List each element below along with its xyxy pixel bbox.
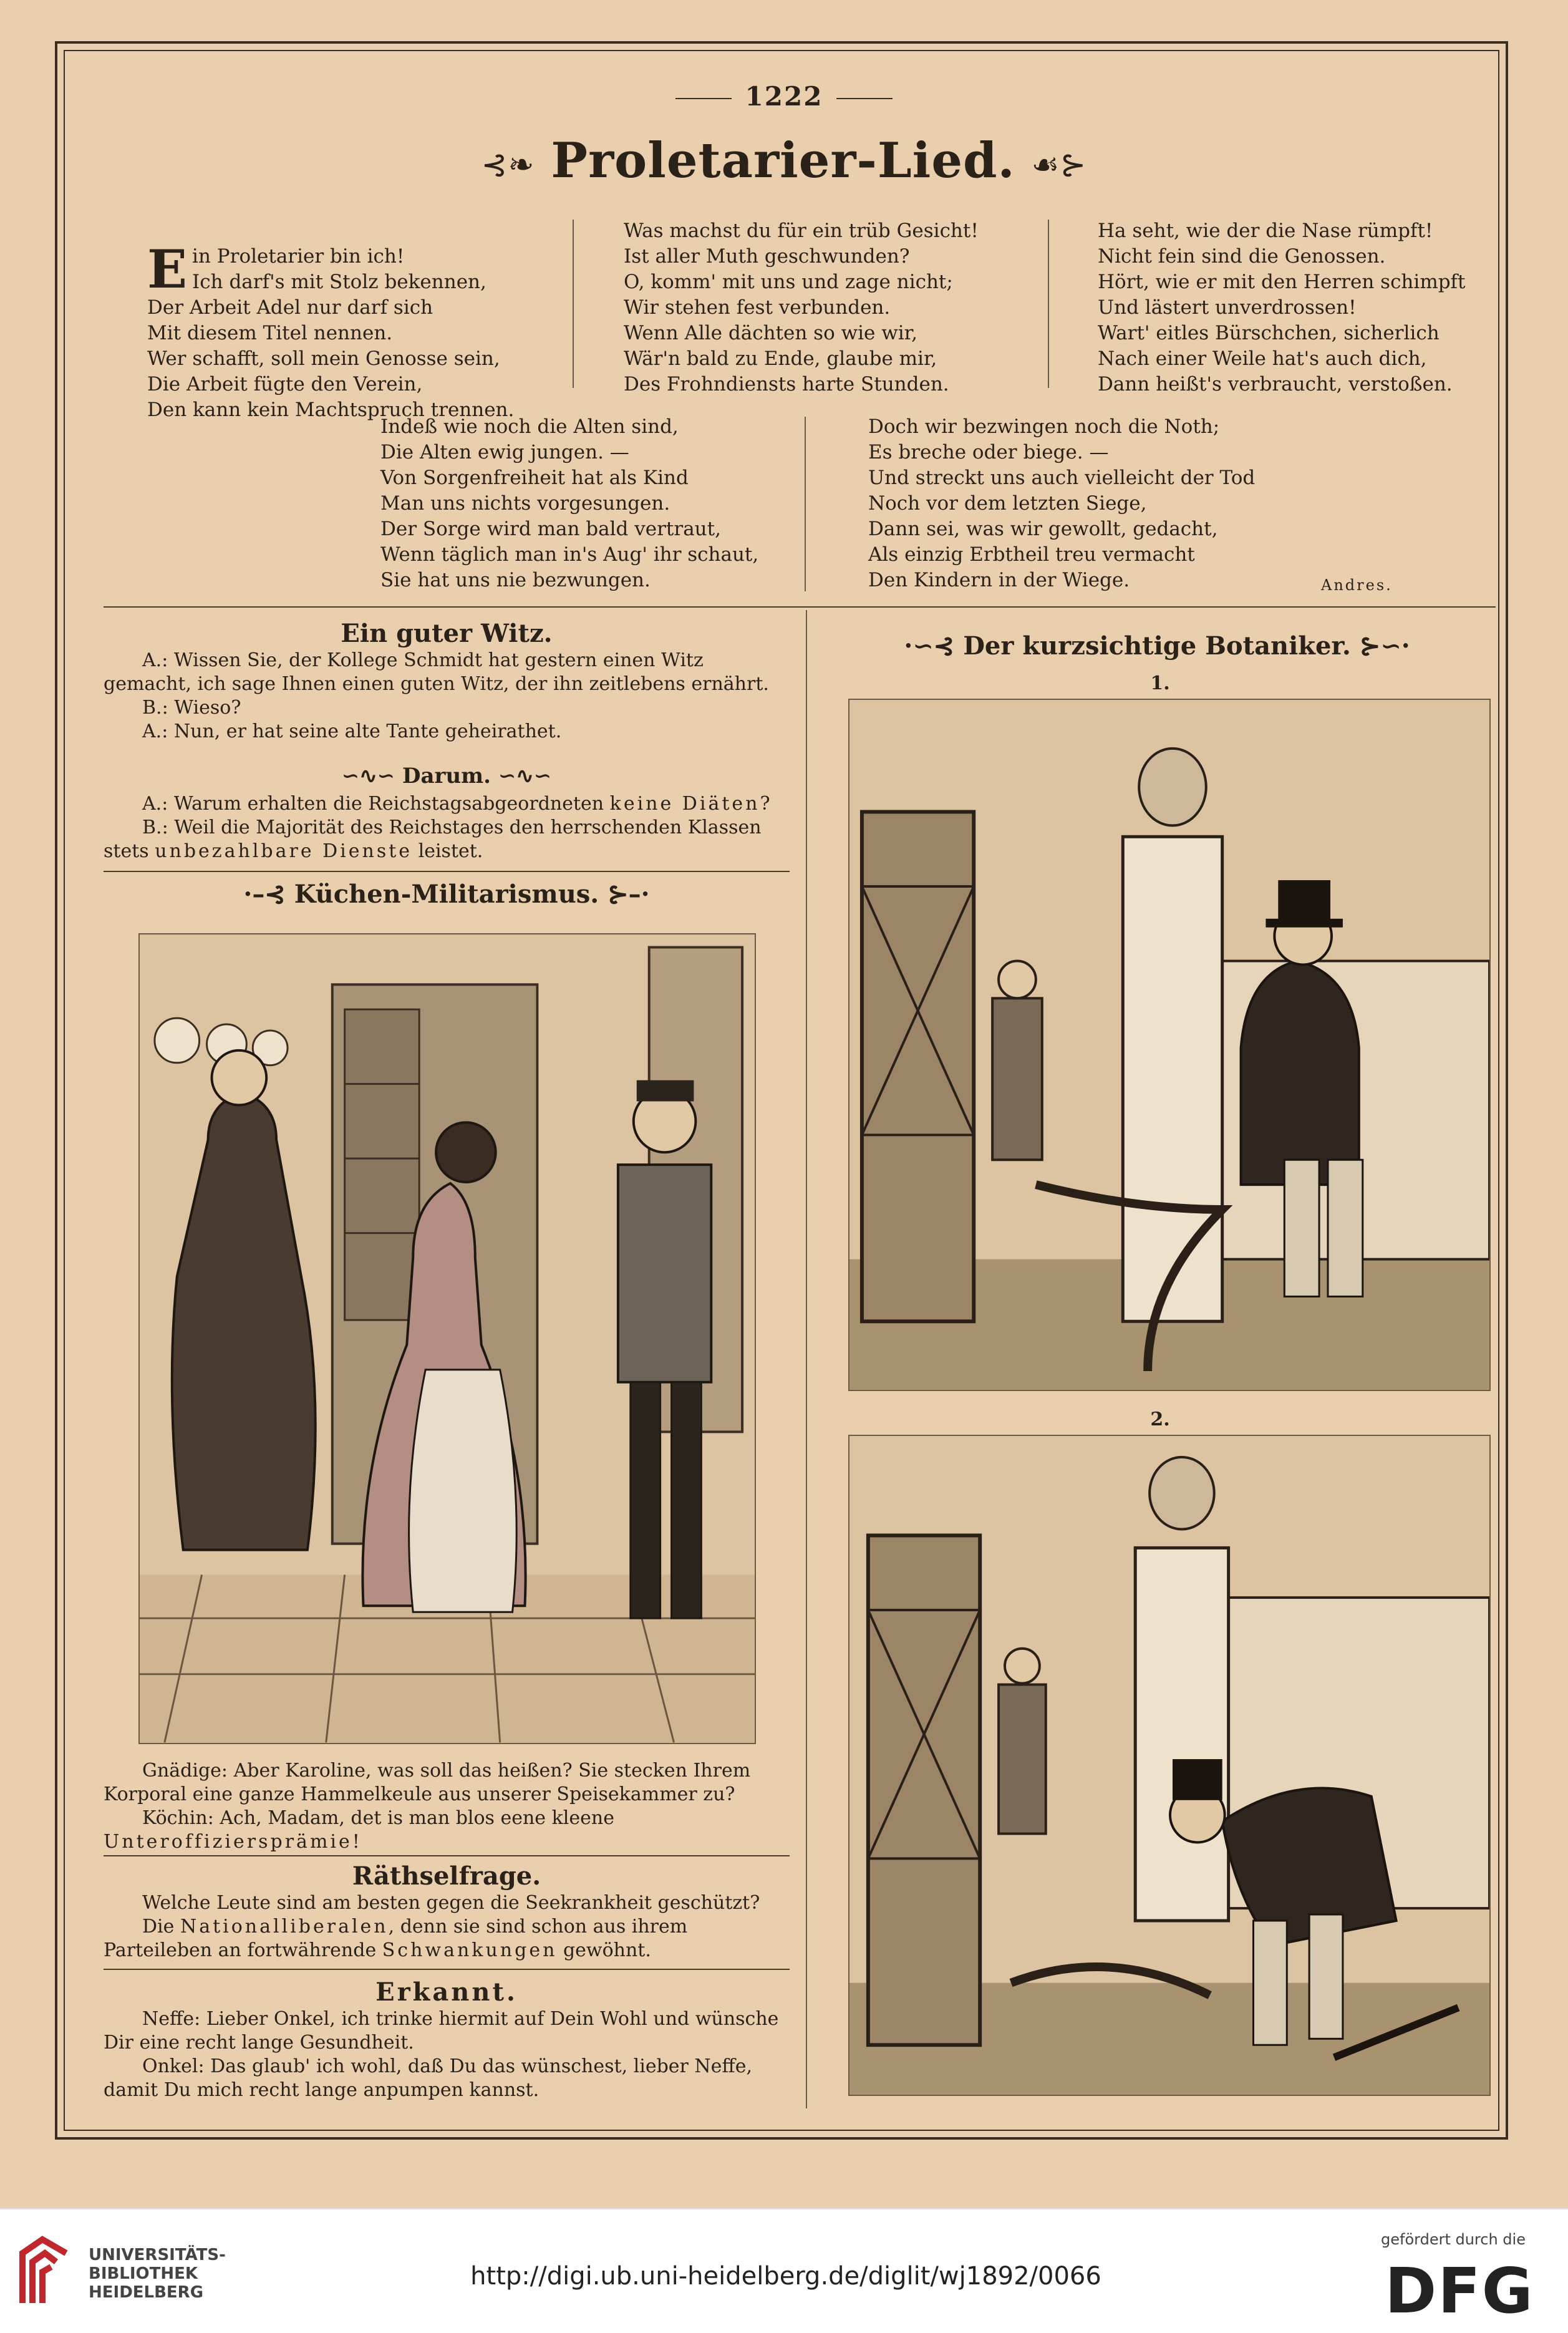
right-ornament-icon: ⊱∽·	[1350, 631, 1410, 661]
raethsel-heading: Räthselfrage.	[352, 1861, 541, 1891]
university-logo-icon	[17, 2234, 71, 2309]
drop-cap: E	[147, 238, 188, 300]
right-ornament-icon: ☙⊱	[1031, 146, 1087, 183]
poem-stanza-2: Was machst du für ein trüb Gesicht! Ist aller Muth geschwunden? O, komm' mit uns und zage nicht; Wir stehen fest verbunden. Wenn Alle dächten so wie wir, Wär'n bald zu Ende, glaube mir, Des Frohndiensts harte Stunden.	[624, 220, 979, 395]
poem-author: Andres.	[1321, 576, 1393, 594]
raethsel-text: Welche Leute sind am besten gegen die Seekrankheit geschützt? Die Nationalliberalen, denn sie sind schon aus ihrem Parteileben an fortwährende Schwankungen gewöhnt.	[104, 1892, 760, 1961]
column-divider	[806, 610, 807, 2108]
funding-note: gefördert durch die	[1381, 2231, 1526, 2248]
column-divider	[573, 220, 574, 388]
left-ornament-icon: ·∽⊰	[904, 631, 964, 661]
witz-text: A.: Wissen Sie, der Kollege Schmidt hat gestern einen Witz gemacht, ich sage Ihnen einen guten Witz, der ihn zeitlebens ernährt. B.: Wieso? A.: Nun, er hat seine alte Tante geheirathet.	[104, 649, 769, 742]
left-ornament-icon: ⊰❧	[481, 146, 535, 183]
panel-number-1: 1.	[1150, 672, 1170, 694]
darum-text: A.: Warum erhalten die Reichstagsabgeordneten keine Diäten? B.: Weil die Majorität des Reichstages den herrschenden Klassen stets unbezahlbare Dienste leistet.	[104, 793, 770, 862]
right-ornament-icon: ⊱–·	[599, 880, 650, 909]
darum-heading: ∽∿∽ Darum. ∽∿∽	[341, 764, 552, 788]
kuechen-heading: ·–⊰ Küchen-Militarismus. ⊱–·	[243, 880, 650, 909]
source-url-link[interactable]: http://digi.ub.uni-heidelberg.de/diglit/wj1892/0066	[470, 2262, 1101, 2291]
botaniker-heading: ·∽⊰ Der kurzsichtige Botaniker. ⊱∽·	[904, 631, 1410, 661]
kuechen-caption: Gnädige: Aber Karoline, was soll das heißen? Sie stecken Ihrem Korporal eine ganze Hammelkeule aus unserer Speisekammer zu? Köchin: Ach, Madam, det is man blos eene kleene Unteroffiziersprämie!	[104, 1760, 751, 1853]
erkannt-text: Neffe: Lieber Onkel, ich trinke hiermit auf Dein Wohl und wünsche Dir eine recht lange Gesundheit. Onkel: Das glaub' ich wohl, daß Du das wünschest, lieber Neffe, damit Du mich recht lange anpumpen kannst.	[104, 2008, 779, 2101]
panel-number-2: 2.	[1150, 1409, 1170, 1430]
section-rule	[104, 871, 790, 872]
poem-stanza-4: Indeß wie noch die Alten sind, Die Alten ewig jungen. — Von Sorgenfreiheit hat als Kind Man uns nichts vorgesungen. Der Sorge wird man bald vertraut, Wenn täglich man in's Aug' ihr schaut, Sie hat uns nie bezwungen.	[380, 415, 759, 591]
section-rule	[104, 1855, 790, 1856]
botaniker-panel-1	[848, 699, 1491, 1391]
library-name: UNIVERSITÄTS- BIBLIOTHEK HEIDELBERG	[89, 2246, 226, 2302]
botaniker-panel-2	[848, 1435, 1491, 2096]
left-ornament-icon: ·–⊰	[243, 880, 294, 909]
poem-stanza-1: Ein Proletarier bin ich! Ich darf's mit Stolz bekennen, Der Arbeit Adel nur darf sich Mit diesem Titel nennen. Wer schafft, soll mein Genosse sein, Die Arbeit fügte den Verein, Den kann kein Machtspruch trennen.	[147, 238, 515, 421]
section-rule	[104, 1969, 790, 1970]
erkannt-heading: Erkannt.	[375, 1977, 518, 2007]
column-divider	[805, 417, 806, 591]
witz-heading: Ein guter Witz.	[341, 619, 553, 648]
poem-stanza-5: Doch wir bezwingen noch die Noth; Es breche oder biege. — Und streckt uns auch vielleicht der Tod Noch vor dem letzten Siege, Dann sei, was wir gewollt, gedacht, Als einzig Erbtheil treu vermacht Den Kindern in der Wiege.	[868, 415, 1256, 591]
poem-title: ⊰❧ Proletarier-Lied. ☙⊱	[481, 132, 1087, 189]
footer-bar	[0, 2208, 1568, 2333]
column-divider	[1048, 220, 1049, 388]
kitchen-illustration	[138, 933, 756, 1744]
poem-stanza-3: Ha seht, wie der die Nase rümpft! Nicht fein sind die Genossen. Hört, wie er mit den Herren schimpft Und lästert unverdrossen! Wart' eitles Bürschchen, sicherlich Nach einer Weile hat's auch dich, Dann heißt's verbraucht, verstoßen.	[1098, 220, 1466, 395]
section-rule	[104, 606, 1496, 608]
page-number: 1222	[659, 81, 909, 112]
right-ornament-icon: ∽∿∽	[490, 764, 552, 788]
left-ornament-icon: ∽∿∽	[341, 764, 403, 788]
dfg-logo: DFG	[1385, 2254, 1534, 2327]
